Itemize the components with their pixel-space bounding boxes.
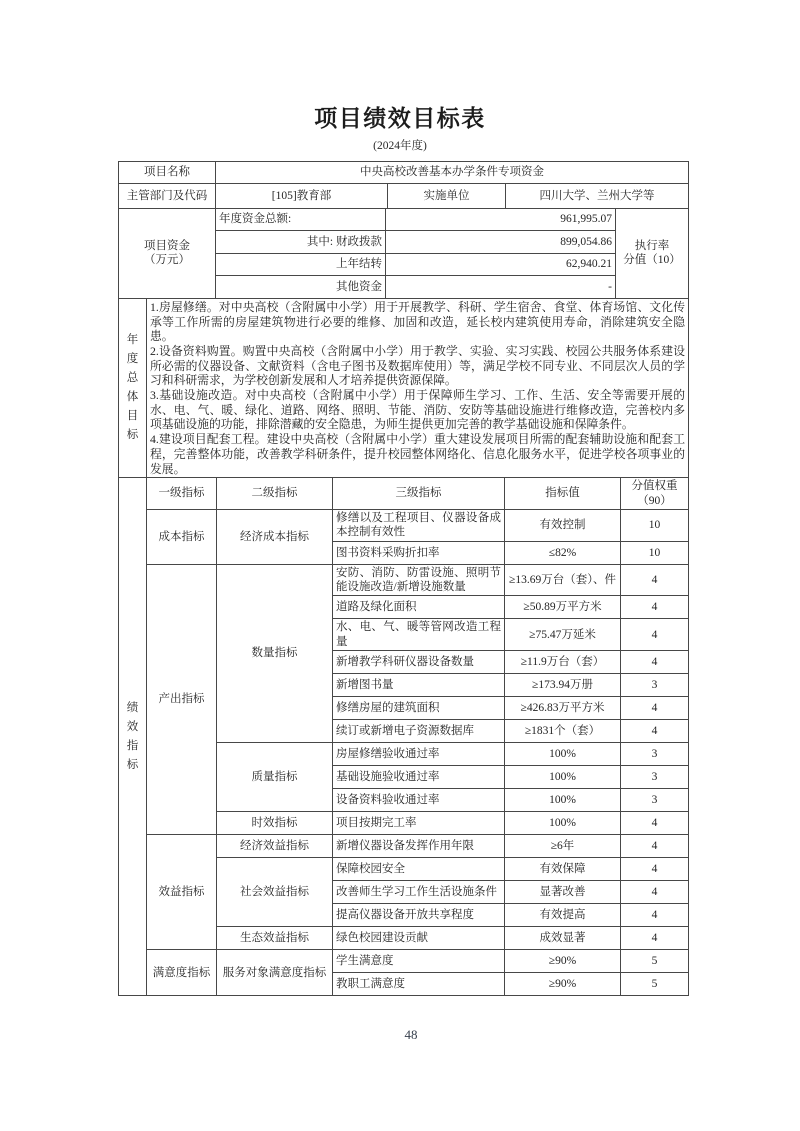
annual-goal-vertical-label: 年度总体目标	[126, 334, 139, 442]
indicator-name-cell: 图书资料采购折扣率	[333, 541, 505, 564]
indicator-weight-cell: 4	[621, 858, 689, 881]
header-level3: 三级指标	[333, 478, 505, 510]
indicator-value-cell: 100%	[505, 812, 621, 835]
page-number: 48	[404, 1027, 418, 1042]
implementing-unit-value: 四川大学、兰州大学等	[506, 183, 689, 208]
indicator-weight-cell: 4	[621, 812, 689, 835]
department-label: 主管部门及代码	[119, 183, 216, 208]
indicator-name-cell: 新增教学科研仪器设备数量	[333, 651, 505, 674]
indicator-weight-cell: 3	[621, 674, 689, 697]
indicator-value-cell: ≥90%	[505, 950, 621, 973]
document-subtitle: (2024年度)	[373, 140, 427, 153]
indicator-value-cell: 100%	[505, 766, 621, 789]
funding-row-value: -	[386, 275, 616, 298]
indicator-row	[119, 564, 689, 596]
funding-row-value: 961,995.07	[386, 208, 616, 230]
project-name-label: 项目名称	[119, 161, 216, 183]
indicator-value-cell: ≥75.47万延米	[505, 619, 621, 651]
indicator-name-cell: 教职工满意度	[333, 973, 505, 996]
header-level2: 二级指标	[217, 478, 333, 510]
indicator-weight-cell: 4	[621, 720, 689, 743]
indicator-value-cell: 有效保障	[505, 858, 621, 881]
indicator-weight-cell: 4	[621, 835, 689, 858]
indicator-name-cell: 学生满意度	[333, 950, 505, 973]
indicator-row	[119, 835, 689, 858]
indicator-name-cell: 提高仪器设备开放共享程度	[333, 904, 505, 927]
indicator-value-cell: ≥13.69万台（套）、件	[505, 564, 621, 596]
indicator-weight-cell: 4	[621, 596, 689, 619]
indicator-weight-cell: 4	[621, 697, 689, 720]
annual-goal-paragraph: 3.基础设施改造。对中央高校（含附属中小学）用于保障师生学习、工作、生活、安全等需要开展的水、电、气、暖、绿化、道路、网络、照明、节能、消防、安防等基础设施进行维修改造，完善校内多项基础设施的功能，排除潜藏的安全隐患，为师生提供更加完善的教学基础设施和保障条件。	[150, 388, 685, 432]
indicators-header-row	[119, 478, 689, 510]
annual-goal-text	[147, 298, 689, 477]
annual-goal-table	[118, 298, 689, 478]
indicator-weight-cell: 4	[621, 651, 689, 674]
annual-goal-paragraph: 4.建设项目配套工程。建设中央高校（含附属中小学）重大建设发展项目所需的配套辅助设施和配套工程，完善整体功能，改善教学科研条件，提升校园整体网络化、信息化服务水平，促进学校各项事业的发展。	[150, 432, 685, 476]
indicator-weight-cell: 4	[621, 904, 689, 927]
indicator-name-cell: 改善师生学习工作生活设施条件	[333, 881, 505, 904]
header-level1: 一级指标	[147, 478, 217, 510]
indicator-name-cell: 续订或新增电子资源数据库	[333, 720, 505, 743]
level2-indicator-cell: 社会效益指标	[217, 858, 333, 927]
department-value: [105]教育部	[216, 183, 388, 208]
indicator-name-cell: 修缮房屋的建筑面积	[333, 697, 505, 720]
execution-rate-score-label: 执行率 分值（10）	[616, 208, 689, 298]
project-info-table	[118, 161, 689, 209]
funding-row-label: 年度资金总额:	[216, 208, 386, 230]
indicator-weight-cell: 3	[621, 743, 689, 766]
indicator-value-cell: ≥426.83万平方米	[505, 697, 621, 720]
indicator-weight-cell: 5	[621, 973, 689, 996]
indicator-value-cell: ≥90%	[505, 973, 621, 996]
level2-indicator-cell: 服务对象满意度指标	[217, 950, 333, 996]
level2-indicator-cell: 时效指标	[217, 812, 333, 835]
indicator-name-cell: 水、电、气、暖等管网改造工程量	[333, 619, 505, 651]
funding-row-value: 899,054.86	[386, 230, 616, 253]
indicator-name-cell: 安防、消防、防雷设施、照明节能设施改造/新增设施数量	[333, 564, 505, 596]
indicators-section-cell	[119, 478, 147, 996]
level1-indicator-cell: 满意度指标	[147, 950, 217, 996]
table-row	[119, 208, 689, 230]
indicator-name-cell: 基础设施验收通过率	[333, 766, 505, 789]
indicator-weight-cell: 5	[621, 950, 689, 973]
indicator-weight-cell: 3	[621, 789, 689, 812]
funding-row-label: 其中: 财政拨款	[216, 230, 386, 253]
indicator-weight-cell: 4	[621, 564, 689, 596]
indicator-row	[119, 509, 689, 541]
table-row	[119, 298, 689, 477]
table-row	[119, 161, 689, 183]
indicator-weight-cell: 3	[621, 766, 689, 789]
indicator-value-cell: ≥50.89万平方米	[505, 596, 621, 619]
indicator-value-cell: 有效提高	[505, 904, 621, 927]
annual-goal-paragraph: 2.设备资料购置。购置中央高校（含附属中小学）用于教学、实验、实习实践、校园公共服务体系建设所必需的仪器设备、文献资料（含电子图书及数据库使用）等，满足学校不同专业、不同层次人员的学习和科研需求，为学校创新发展和人才培养提供资源保障。	[150, 343, 685, 388]
indicator-name-cell: 绿色校园建设贡献	[333, 927, 505, 950]
indicators-vertical-label: 绩效指标	[126, 701, 139, 771]
document-title: 项目绩效目标表	[314, 106, 486, 131]
project-funding-table	[118, 208, 689, 299]
funding-row-label: 其他资金	[216, 275, 386, 298]
indicator-name-cell: 新增仪器设备发挥作用年限	[333, 835, 505, 858]
indicator-value-cell: ≥6年	[505, 835, 621, 858]
level1-indicator-cell: 成本指标	[147, 509, 217, 564]
funding-section-label: 项目资金 （万元）	[119, 208, 216, 298]
indicator-name-cell: 项目按期完工率	[333, 812, 505, 835]
indicator-name-cell: 道路及绿化面积	[333, 596, 505, 619]
level1-indicator-cell: 产出指标	[147, 564, 217, 835]
table-row	[119, 183, 689, 208]
indicator-value-cell: 有效控制	[505, 509, 621, 541]
indicator-weight-cell: 4	[621, 619, 689, 651]
header-value: 指标值	[505, 478, 621, 510]
level2-indicator-cell: 经济效益指标	[217, 835, 333, 858]
indicator-weight-cell: 4	[621, 927, 689, 950]
annual-goal-label-cell	[119, 298, 147, 477]
indicator-name-cell: 新增图书量	[333, 674, 505, 697]
funding-row-label: 上年结转	[216, 253, 386, 275]
level2-indicator-cell: 生态效益指标	[217, 927, 333, 950]
level2-indicator-cell: 经济成本指标	[217, 509, 333, 564]
indicator-row	[119, 950, 689, 973]
indicator-value-cell: 100%	[505, 743, 621, 766]
indicator-value-cell: ≥1831个（套）	[505, 720, 621, 743]
performance-indicators-table	[118, 477, 689, 996]
indicator-name-cell: 修缮以及工程项目、仪器设备成本控制有效性	[333, 509, 505, 541]
indicator-value-cell: ≥173.94万册	[505, 674, 621, 697]
indicator-value-cell: 成效显著	[505, 927, 621, 950]
level2-indicator-cell: 质量指标	[217, 743, 333, 812]
indicator-name-cell: 房屋修缮验收通过率	[333, 743, 505, 766]
indicator-value-cell: ≤82%	[505, 541, 621, 564]
project-name-value: 中央高校改善基本办学条件专项资金	[216, 161, 689, 183]
header-weight: 分值权重 （90）	[621, 478, 689, 510]
indicator-weight-cell: 10	[621, 509, 689, 541]
level1-indicator-cell: 效益指标	[147, 835, 217, 950]
indicator-value-cell: 显著改善	[505, 881, 621, 904]
indicator-value-cell: 100%	[505, 789, 621, 812]
document-body	[118, 161, 688, 996]
annual-goal-paragraph: 1.房屋修缮。对中央高校（含附属中小学）用于开展教学、科研、学生宿舍、食堂、体育场馆、文化传承等工作所需的房屋建筑物进行必要的维修、加固和改造，延长校内建筑使用寿命，消除建筑安全隐患。	[150, 299, 685, 344]
funding-row-value: 62,940.21	[386, 253, 616, 275]
implementing-unit-label: 实施单位	[388, 183, 506, 208]
indicator-value-cell: ≥11.9万台（套）	[505, 651, 621, 674]
indicator-name-cell: 设备资料验收通过率	[333, 789, 505, 812]
indicator-weight-cell: 4	[621, 881, 689, 904]
indicator-weight-cell: 10	[621, 541, 689, 564]
indicator-name-cell: 保障校园安全	[333, 858, 505, 881]
level2-indicator-cell: 数量指标	[217, 564, 333, 743]
